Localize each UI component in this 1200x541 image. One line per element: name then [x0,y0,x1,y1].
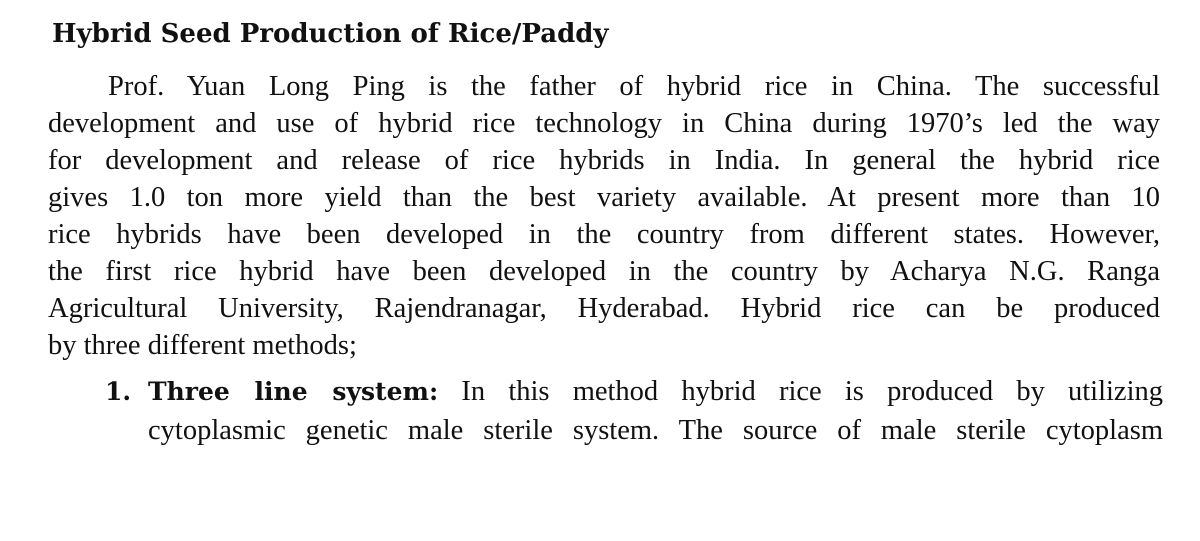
list-item [105,372,1163,449]
list-item-line [105,372,1163,412]
paragraph-line: rice hybrids have been developed in the country from different states. However, [48,219,1160,250]
list-item-number: 1. [105,377,132,406]
paragraph-line: Agricultural University, Rajendranagar, Hyderabad. Hybrid rice can be produced [48,293,1160,324]
paragraph-line: development and use of hybrid rice technology in China during 1970’s led the way [48,108,1160,139]
body-paragraph [48,68,1160,364]
paragraph-line: gives 1.0 ton more yield than the best variety available. At present more than 10 [48,182,1160,213]
list-item-text: In this method hybrid rice is produced by utilizing [438,376,1164,407]
paragraph-line: by three different methods; [48,330,357,361]
paragraph-line: for development and release of rice hybrids in India. In general the hybrid rice [48,145,1160,176]
paragraph-line: the first rice hybrid have been developed in the country by Acharya N.G. Ranga [48,256,1160,287]
list-item-line: cytoplasmic genetic male sterile system. The source of male sterile cytoplasm [148,415,1163,446]
section-heading: Hybrid Seed Production of Rice/Paddy [52,19,609,49]
paragraph-line: Prof. Yuan Long Ping is the father of hybrid rice in China. The successful [108,71,1160,102]
list-item-label: Three line system: [148,377,439,406]
